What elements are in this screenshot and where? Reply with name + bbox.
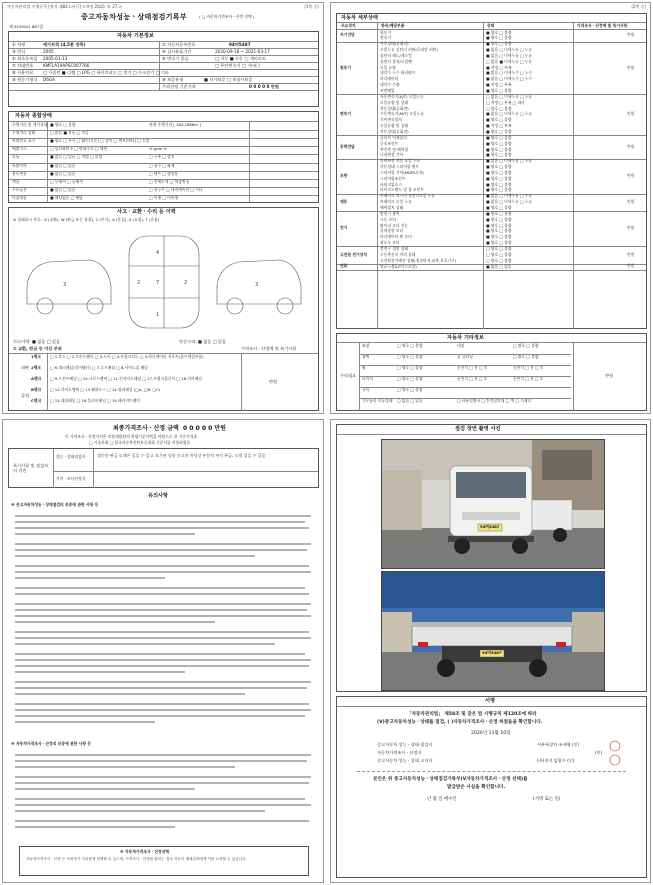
detail-state[interactable]: ■ 양호 □ 불량 xyxy=(486,140,512,146)
etc-state[interactable]: □ 양호 □ 불량 xyxy=(397,387,423,392)
detail-item: 커먼레일 xyxy=(380,88,395,93)
detail-item: 라디에이터 xyxy=(380,76,399,82)
vin-number: KMFLA19APSC007766 xyxy=(43,62,90,68)
price-selection-text: 자동차가격조사ㆍ산정 은 소비자가 자유롭게 선택할 수 있으며, 가격조사ㆍ산정을 원하는 경우 자동차 매매업자에게 이를 요청할 수 있습니다. xyxy=(26,857,247,861)
notice-2-title: ※ 자동차가격조사ㆍ산정의 보증에 관한 사항 등 xyxy=(11,741,91,746)
detail-group-label: 변속기 xyxy=(340,111,352,117)
etc-item: 광택 xyxy=(362,354,370,359)
detail-item: 와이퍼 모터 기능 xyxy=(380,222,409,228)
abnormal-parts-title: ② 교환, 판금 등 이상 부위 xyxy=(13,346,62,351)
receipt-signature[interactable]: (서명 또는 인) xyxy=(533,797,561,802)
row-divider xyxy=(9,187,318,188)
detail-item: 동력조향 작동 오일 누유 xyxy=(380,158,421,164)
svg-text:4: 4 xyxy=(156,250,160,256)
etc-item-2[interactable]: 운전석 □ 전 □ 후 xyxy=(457,365,488,370)
wheel-icon xyxy=(277,298,293,314)
receipt-date: 년 월 일 매수인 xyxy=(427,797,457,802)
svg-text:7: 7 xyxy=(156,280,160,286)
overall-item-detail: □ 렌트 □ 영업용 xyxy=(149,170,179,176)
receipt-line-1: 본인은 위 중고자동차성능ㆍ상태점검기록부(Ⅴ자동차가격조사ㆍ산정 선택)를 xyxy=(373,777,528,782)
detail-group-label: 고전원 전기장치 xyxy=(340,251,367,257)
row-divider xyxy=(9,171,318,172)
rank-items[interactable]: □ 6.쿼터패널(리어휀더) □ 7.루프패널 □ 8.사이드실 패널 xyxy=(50,365,148,370)
detail-state[interactable]: ■ 적정 □ 부족 xyxy=(486,64,512,70)
detail-state[interactable]: ■ 양호 □ 불량 xyxy=(486,181,512,187)
detail-title: 자동차 세부상태 xyxy=(341,14,378,21)
overall-item-detail: 현재 주행거리 [ 184,268Km ] xyxy=(149,122,201,127)
detail-state[interactable]: ■ 양호 □ 불량 xyxy=(486,35,512,41)
overall-item-label: 주요옵션 xyxy=(12,186,27,192)
overall-item-label: 차대번호 표기 xyxy=(12,138,36,144)
detail-group-label: 조향 xyxy=(340,172,348,178)
detail-state[interactable]: ■ 없음 □ 있음 xyxy=(486,263,512,269)
stamp-icon xyxy=(605,739,625,767)
detail-state[interactable]: ■ 양호 □ 불량 xyxy=(486,175,512,181)
detail-state[interactable]: ■ 양호 □ 불량 xyxy=(486,134,512,140)
wheel-icon xyxy=(227,298,243,314)
overall-item-label: 리콜대상 xyxy=(12,194,27,200)
etc-title: 자동차 기타정보 xyxy=(447,334,484,341)
detail-item: 고전원전기배선 상태(접속단자,피복,보호기구) xyxy=(380,257,457,263)
overall-item-label: 용도변경 xyxy=(12,170,27,176)
detail-item: 오일유량 및 상태 xyxy=(380,99,409,105)
page-indicator: (1쪽 중) xyxy=(304,4,319,9)
rank-label: A랭크 xyxy=(31,376,42,381)
overall-item-label: 색상 xyxy=(12,178,20,184)
price-option-checkbox[interactable]: ( □ 자동차가격조사ㆍ산정 선택 ) xyxy=(199,14,255,19)
price-column-header: 가격조사ㆍ산정액 및 특기사항 xyxy=(241,346,297,351)
etc-item: 타이어 xyxy=(362,376,374,381)
rear-photo xyxy=(381,571,605,691)
detail-item: 오일유량 및 상태 xyxy=(380,123,409,129)
accident-label: 사고이력: ■ 없음 □ 있음 xyxy=(13,339,61,344)
etc-state-2[interactable]: 동반석 □ 전 □ 후 xyxy=(513,365,544,370)
detail-item: 실내송풍 모터 xyxy=(380,228,404,234)
detail-item: 클러치 어셈블리 xyxy=(380,134,407,140)
rank-label: B랭크 xyxy=(31,387,42,392)
rank-items[interactable]: □ 9.프론트패널 □ 10.크로스멤버 □ 11.인사이드패널 □ 17.트렁크플로어 □ 18.리어패널 xyxy=(50,376,202,381)
detail-item: 브레이크 오일 누유 xyxy=(380,199,412,205)
etc-item-2[interactable]: □ 사용설명서 □ 안전삼각대 □ 잭 □ 스패너 xyxy=(457,398,532,403)
row-divider xyxy=(9,195,318,196)
detail-price-unit: 만원 xyxy=(627,143,635,149)
rear-plate: 94버5487 xyxy=(482,650,502,655)
detail-state[interactable]: ■ 양호 □ 불량 xyxy=(486,88,512,93)
detail-item: 실린더 헤드/개스킷 xyxy=(380,52,412,58)
detail-state[interactable]: ■ 양호 □ 불량 xyxy=(486,187,512,193)
form-reference: 자동차관리법 시행규칙 [별지 제82호서식] <개정 2020. 9. 27.> xyxy=(7,4,122,9)
detail-item: 구동축전지 격리 상태 xyxy=(380,251,416,257)
simple-repair-label: 단순수리: ■ 없음 □ 있음 xyxy=(179,339,227,344)
receipt-line-2: 발급받은 사실을 확인합니다. xyxy=(447,785,506,790)
price-note-1: 이 가격조사ㆍ산정가격은 보험개발원의 차량기준가액을 바탕으로 한 기준가격과 xyxy=(65,434,197,439)
overall-item-label: 주행거리 및 계기상태 xyxy=(12,122,48,127)
detail-item: 연료누출(LP가스포함) xyxy=(380,263,417,269)
model-year: 2005 xyxy=(43,48,54,54)
etc-item: 휠 xyxy=(362,365,366,370)
etc-state[interactable]: □ 없음 □ 있음 xyxy=(397,398,423,403)
detail-state[interactable]: ■ 없음 □ 미세누유 □ 누유 xyxy=(486,199,533,205)
overall-item-state[interactable]: ■ 없음 □ 있음 xyxy=(50,162,76,168)
rank-label: 1랭크 xyxy=(31,354,41,359)
detail-state[interactable]: ■ 없음 □ 미세누수 □ 누수 xyxy=(486,76,533,82)
price-selection-title: ※ 자동차가격조사ㆍ산정선택 xyxy=(120,849,170,854)
page-3-price-notice xyxy=(2,419,324,883)
overall-item-state[interactable]: ■ 양호 □ 부식 □ 훼손(오손) □ 상이 □ 변조(변타) □ 도말 xyxy=(50,138,150,144)
detail-item: 파워고압호스 xyxy=(380,181,403,187)
detail-item: 작동상태 스티어링 펌프 xyxy=(380,164,420,170)
etc-item: 기본품목 보유상태 xyxy=(362,398,393,403)
car-side-right xyxy=(217,260,301,304)
row-divider xyxy=(9,163,318,164)
detail-state[interactable]: ■ 양호 □ 불량 xyxy=(486,164,512,170)
svg-text:2: 2 xyxy=(184,280,188,286)
detail-state[interactable]: ■ 없음 □ 미세누수 □ 누수 xyxy=(486,70,533,76)
front-plate: 94버5487 xyxy=(480,524,500,529)
group-divider xyxy=(337,270,646,271)
detail-group-label: 동력전달 xyxy=(340,143,355,149)
detail-item: 타이로드엔드 및 볼 조인트 xyxy=(380,187,424,193)
rank-items[interactable]: □ 12.사이드멤버 □ 13.휠하우스 □ 14.필러패널 (□A, □B, □C) xyxy=(50,387,161,392)
inspection-period: 2020-09-18 ~ 2021-03-17 xyxy=(215,48,270,54)
price-selection-box xyxy=(19,846,309,876)
pricer-name: (인) xyxy=(595,750,603,755)
page-indicator: (2쪽 중) xyxy=(631,4,646,9)
notifier-name: (주)천지 임광수 (인) xyxy=(537,758,575,763)
detail-state[interactable]: □ 없음 □ 미세누유 □ 누유 xyxy=(486,93,533,99)
detail-item: 작동상태(공회전) xyxy=(380,105,409,111)
detail-price-unit: 만원 xyxy=(627,111,635,117)
detail-state[interactable]: ■ 양호 □ 불량 xyxy=(486,228,512,234)
accident-history-title: 사고ㆍ교환ㆍ수리 등 이력 xyxy=(117,209,176,215)
vehicle-diagram xyxy=(19,226,309,336)
row-divider xyxy=(359,365,571,366)
photo-title: 점검 장면 촬영 사진 xyxy=(455,426,501,432)
basic-info-title: 자동차 기본정보 xyxy=(117,33,154,39)
detail-state[interactable]: ■ 양호 □ 불량 xyxy=(486,205,512,210)
detail-state[interactable]: ■ 양호 □ 불량 xyxy=(486,41,512,47)
row-divider xyxy=(359,398,571,399)
detail-group-label: 전기 xyxy=(340,225,348,231)
page-1-performance-record xyxy=(2,2,324,414)
inspector-name: 서부특장차 조세형 (인) xyxy=(537,742,580,747)
remarks-label: 특기사항 및 점검자의 의견 xyxy=(13,463,49,473)
overall-item-state[interactable]: □ 무채색 □ 유채색 xyxy=(50,178,83,184)
base-price: 0 0 0 0 0 만원 xyxy=(249,83,279,89)
detail-item: 추진축 및 베어링 xyxy=(380,146,409,152)
detail-group-label: 연료 xyxy=(340,263,348,269)
detail-item: 배력장치 상태 xyxy=(380,205,404,210)
etc-item-2[interactable]: 룸 클리닝 xyxy=(457,354,473,359)
overall-item-label: 튜닝 xyxy=(12,154,20,160)
detail-state[interactable]: □ 양호 □ 불량 xyxy=(486,245,512,251)
inspector-remarks: 경미한 판금 도색은 있을 수 있고 표기된 상품 중고차 특성상 부분적 부식 판금, 도색 있을 수 있음 xyxy=(97,453,266,458)
etc-state-2[interactable]: 동반석 □ 전 □ 후 xyxy=(513,376,544,381)
accident-history-section: 사고ㆍ교환ㆍ수리 등 이력 ※ 상태표시 부호 : X (교환), W (판금 또는 용접), C (부식), A (흠집), U (요철), T (손상) 4 7 1 2 2 3 3 사고이력: ■ 없음 □ 있음 단순수리: ■ 없음 □ 있음 ② 교환, 판금 등 이상 부위 가격조사ㆍ산정액 및 특기사항 외판 골격 만원 1랭크 □ 1.후드 □ 2.프론트휀더 □ 3.도어 □ 4.트렁크리드 □ 5.라디에이터 서포트(볼트체결부품) 2랭크 □ 6.쿼터패널(리어휀더) □ 7.루프패널 □ 8.사이드실 패널 A랭크 □ 9.프론트패널 □ 10.크로스멤버 □ 11.인사이드패널 □ 17.트렁크플로어 □ 18.리어패널 B랭크 □ 12.사이드멤버 □ 13.휠하우스 □ 14.필러패널 (□A, □B, □C) C랭크 □ 15.대쉬패널 □ 16.플로어패널 □ 19.패키지트레이 xyxy=(8,207,319,411)
svg-text:3: 3 xyxy=(63,282,67,288)
etc-state[interactable]: □ 양호 □ 불량 xyxy=(397,354,423,359)
detail-item: 발전기 출력 xyxy=(380,210,400,216)
row-divider xyxy=(9,179,318,180)
row-divider xyxy=(9,146,318,147)
detail-state[interactable]: ■ 없음 □ 미세누유 □ 누유 xyxy=(486,158,533,164)
etc-info-table: 자동차 기타정보 수리필요 만원 외장 □ 양호 □ 불량 내장 □ 양호 □ 불량 광택 □ 양호 □ 불량 룸 클리닝 □ 양호 □ 불량 휠 □ 양호 □ 불량 운전석 □ 전 □ 후 동반석 □ 전 □ 후 타이어 □ 양호 □ 불량 운전석 □ 전 □ 후 동반석 □ 전 □ 후 유리 □ 양호 □ 불량 기본품목 보유상태 □ 없음 □ 있음 □ 사용설명서 □ 안전삼각대 □ 잭 □ 스패너 xyxy=(336,333,647,411)
etc-state[interactable]: □ 양호 □ 불량 xyxy=(397,343,423,348)
detail-item: 디퍼렌셜 기어 xyxy=(380,152,404,158)
car-side-left xyxy=(27,260,111,304)
detail-state[interactable]: ■ 양호 □ 불량 xyxy=(486,169,512,175)
overall-condition-table xyxy=(8,111,319,203)
detail-state[interactable]: ■ 없음 □ 미세누유 □ 누유 xyxy=(486,193,533,199)
svg-text:1: 1 xyxy=(156,312,160,318)
detail-state[interactable]: ■ 양호 □ 불량 xyxy=(486,29,512,35)
detail-state[interactable]: □ 양호 □ 불량 xyxy=(486,251,512,257)
detail-state[interactable]: □ 양호 □ 불량 xyxy=(486,105,512,111)
page-4-photos-signature xyxy=(330,419,651,883)
notice-2-body xyxy=(15,751,313,839)
etc-state-2[interactable]: □ 양호 □ 불량 xyxy=(513,354,539,359)
overall-item-state[interactable]: □ 많음 ■ 보통 □ 적음 xyxy=(50,130,89,136)
overall-item-label: 주행거리 상태 xyxy=(12,130,36,136)
detail-state[interactable]: ■ 적정 □ 부족 xyxy=(486,123,512,129)
doc-number: 제 0420001 887절 xyxy=(9,24,43,29)
detail-item: 작동상태(공회전) xyxy=(380,128,409,134)
detail-state[interactable]: ■ 양호 □ 불량 xyxy=(486,146,512,152)
detail-item: 브레이크 마스터 실린더오일 누유 xyxy=(380,193,435,199)
engine-type: D6GA xyxy=(43,76,55,82)
detail-state[interactable]: ■ 양호 □ 불량 xyxy=(486,234,512,240)
detail-state[interactable]: ■ 없음 □ 미세누유 □ 누유 xyxy=(486,47,533,53)
etc-state[interactable]: □ 양호 □ 불량 xyxy=(397,376,423,381)
final-price-title: 최종가격조사ㆍ산정 금액 0 0 0 0 0 만원 xyxy=(113,425,226,432)
accident-symbol-legend: ※ 상태표시 부호 : X (교환), W (판금 또는 용접), C (부식), A (흠집), U (요철), T (손상) xyxy=(13,217,160,222)
detail-item: 오일누유 실린더 커버(로커암 커버) xyxy=(380,47,438,53)
detail-state[interactable]: ■ 양호 □ 불량 xyxy=(486,117,512,123)
cvt-options[interactable]: □ 무단변속기 □ 기타( ) xyxy=(215,62,260,68)
photo-section xyxy=(336,424,647,692)
etc-state[interactable]: □ 양호 □ 불량 xyxy=(397,365,423,370)
wheel-icon xyxy=(37,298,53,314)
detail-group-label: 자기진단 xyxy=(340,32,355,38)
detail-price-unit: 만원 xyxy=(627,225,635,231)
rank-label: C랭크 xyxy=(31,398,42,403)
overall-item-detail: □ 전체도색 □ 색상변경 xyxy=(149,178,190,184)
registration-number: 94버5487 xyxy=(229,41,251,47)
notice-title: 유의사항 xyxy=(148,493,169,499)
detail-item: 원동기 xyxy=(380,29,392,35)
detail-item: 수동변속기(M/T) 오일누유 xyxy=(380,111,425,117)
etc-item-2[interactable]: 내장 xyxy=(457,343,465,348)
etc-state-2[interactable]: □ 양호 □ 불량 xyxy=(513,343,539,348)
first-registration: 2005-01-13 xyxy=(43,55,68,61)
detail-state[interactable]: ■ 양호 □ 불량 xyxy=(486,152,512,158)
detail-item: 라디에이터 팬 모터 xyxy=(380,234,412,240)
car-name: 메가트럭 (4.5톤 장축) xyxy=(43,41,86,47)
rank-items[interactable]: □ 1.후드 □ 2.프론트휀더 □ 3.도어 □ 4.트렁크리드 □ 5.라디에이터 서포트(볼트체결부품) xyxy=(50,354,204,359)
overall-condition-title: 자동차 종합상태 xyxy=(15,113,52,119)
overall-item-detail: □ 침수 □ 화재 xyxy=(149,162,175,168)
overall-item-state[interactable]: ■ 양호 □ 불량 xyxy=(50,122,76,127)
overall-item-label: 배출가스 xyxy=(12,146,27,152)
etc-item-2[interactable]: 운전석 □ 전 □ 후 xyxy=(457,376,488,381)
detail-state[interactable]: □ 양호 □ 불량 xyxy=(486,257,512,263)
detail-price-unit: 만원 xyxy=(627,64,635,70)
detail-state[interactable]: ■ 양호 □ 불량 xyxy=(486,216,512,222)
signature-section: 서명 「자동차관리법」 제58조 및 같은 법 시행규칙 제120조에 따라 (Ⅴ)중고자동차성능ㆍ상태를 점검, ( )자동차가격조사ㆍ산정 하였음을 확인합니다. 2020년 11월 10일 중고자동차 성능ㆍ상태 점검자 서부특장차 조세형 (인) 자동차가격조사ㆍ산정자 (인) 중고자동차 성능ㆍ상태 고지자 (주)천지 임광수 (인) 본인은 위 중고자동차성능ㆍ상태점검기록부(Ⅴ자동차가격조사ㆍ산정 선택)를 발급받은 사실을 확인합니다. 년 월 일 매수인 (서명 또는 인) xyxy=(336,696,647,878)
etc-item: 유리 xyxy=(362,387,370,392)
detail-item: 충전구 절연 상태 xyxy=(380,245,409,251)
overall-item-detail: □ 이행 □ 미이행 xyxy=(149,194,179,200)
detail-price-unit: 만원 xyxy=(627,172,635,178)
detail-item: 스티어링 기어(MDPS포함) xyxy=(380,169,425,175)
overall-item-state[interactable]: ■ 없음 □ 있음 xyxy=(50,170,76,176)
detail-item: 자동변속기(A/T) 오일누유 xyxy=(380,93,424,99)
price-note-2[interactable]: □ 기술사회 □ 한국자동차진단보증협회 기준서를 적용하였음 xyxy=(89,440,191,445)
detail-price-unit: 만원 xyxy=(627,199,635,205)
detail-item: 냉각수 누수 워터펌프 xyxy=(380,70,416,76)
detail-item: 오일 유량 xyxy=(380,64,396,70)
overall-item-detail: □ 구조 □ 장치 xyxy=(149,154,175,160)
fuel-options[interactable]: □ 가솔린 ■ 디젤 □ LPG □ 하이브리드 □ 전기 □ 수소전기 □ 기타 xyxy=(43,69,169,75)
detail-state[interactable]: □ 없음 ■ 미세누유 □ 누유 xyxy=(486,58,533,64)
row-divider xyxy=(359,376,571,377)
detail-state[interactable]: ■ 양호 □ 불량 xyxy=(486,210,512,216)
svg-text:3: 3 xyxy=(255,282,259,288)
detail-item: 시동 모터 xyxy=(380,216,396,222)
detail-state[interactable]: ■ 없음 □ 미세누유 □ 누유 xyxy=(486,52,533,58)
transmission-options[interactable]: □ 자동 ■ 수동 □ 세미오토 xyxy=(215,55,266,61)
remarks-table: 특기사항 및 점검자의 의견 성능ㆍ상태점검자 경미한 판금 도색은 있을 수 있고 표기된 상품 중고차 특성상 부분적 부식 판금, 도색 있을 수 있음 가격ㆍ조사산정자 xyxy=(8,448,319,488)
overall-item-label: 특별이력 xyxy=(12,162,27,168)
front-photo xyxy=(381,439,605,569)
detail-item: 스티어링조인트 xyxy=(380,175,406,181)
detail-item: 실린더 블록/오일팬 xyxy=(380,58,412,64)
notice-1-title: ※ 중고자동차성능ㆍ상태점검의 보증에 관한 사항 등 xyxy=(11,502,99,507)
detail-item: 윈도우 모터 xyxy=(380,240,400,246)
row-divider xyxy=(9,130,318,131)
overall-item-detail: % ppm % xyxy=(149,146,168,152)
detail-price-unit: 만원 xyxy=(627,251,635,257)
row-divider xyxy=(9,138,318,139)
overall-item-state[interactable]: ■ 없음 □ 있음 □ 적법 □ 불법 xyxy=(50,154,103,160)
rank-items[interactable]: □ 15.대쉬패널 □ 16.플로어패널 □ 19.패키지트레이 xyxy=(50,398,140,403)
svg-text:2: 2 xyxy=(137,280,141,286)
declaration-line-2: (Ⅴ)중고자동차성능ㆍ상태를 점검, ( )자동차가격조사ㆍ산정 하였음을 확인합니다. xyxy=(377,720,543,725)
detail-condition-table: 자동차 세부상태 주요장치 항목/해당부품 상태 가격조사ㆍ산정액 및 특기사항 원동기 ■ 양호 □ 불량 변속기 ■ 양호 □ 불량 자기진단 만원 작동상태(공회전) ■ 양호 □ 불량 오일누유 실린더 커버(로커암 커버) ■ 없음 □ 미세누유 □ 누유 실린더 헤드/개스킷 ■ 없음 □ 미세누유 □ 누유 실린더 블록/오일팬 □ 없음 ■ 미세누유 □ 누유 오일 유량 ■ 적정 □ 부족 냉각수 누수 워터펌프 ■ 없음 □ 미세누수 □ 누수 라디에이터 ■ 없음 □ 미세누수 □ 누수 냉각수 수량 ■ 적정 □ 부족 커먼레일 ■ 양호 □ 불량 원동기 만원 자동변속기(A/T) 오일누유 □ 없음 □ 미세누유 □ 누유 오일유량 및 상태 □ 적정 □ 부족 □ 과다 작동상태(공회전) □ 양호 □ 불량 수동변속기(M/T) 오일누유 ■ 없음 □ 미세누유 □ 누유 기어변속장치 ■ 양호 □ 불량 오일유량 및 상태 ■ 적정 □ 부족 작동상태(공회전) ■ 양호 □ 불량 변속기 만원 클러치 어셈블리 ■ 양호 □ 불량 등속조인트 ■ 양호 □ 불량 추진축 및 베어링 ■ 양호 □ 불량 디퍼렌셜 기어 ■ 양호 □ 불량 동력전달 만원 동력조향 작동 오일 누유 ■ 없음 □ 미세누유 □ 누유 작동상태 스티어링 펌프 ■ 양호 □ 불량 스티어링 기어(MDPS포함) ■ 양호 □ 불량 스티어링조인트 ■ 양호 □ 불량 파워고압호스 ■ 양호 □ 불량 타이로드엔드 및 볼 조인트 ■ 양호 □ 불량 조향 만원 브레이크 마스터 실린더오일 누유 ■ 없음 □ 미세누유 □ 누유 브레이크 오일 누유 ■ 없음 □ 미세누유 □ 누유 배력장치 상태 ■ 양호 □ 불량 제동 만원 발전기 출력 ■ 양호 □ 불량 시동 모터 ■ 양호 □ 불량 와이퍼 모터 기능 ■ 양호 □ 불량 실내송풍 모터 ■ 양호 □ 불량 라디에이터 팬 모터 ■ 양호 □ 불량 윈도우 모터 ■ 양호 □ 불량 전기 만원 충전구 절연 상태 □ 양호 □ 불량 구동축전지 격리 상태 □ 양호 □ 불량 고전원전기배선 상태(접속단자,피복,보호기구) □ 양호 □ 불량 고전원 전기장치 만원 연료누출(LP가스포함) ■ 없음 □ 있음 연료 만원 xyxy=(336,13,647,329)
detail-item: 기어변속장치 xyxy=(380,117,403,123)
row-divider xyxy=(359,387,571,388)
signature-date: 2020년 11월 10일 xyxy=(471,731,511,736)
detail-price-unit: 만원 xyxy=(627,263,635,269)
detail-state[interactable]: ■ 양호 □ 불량 xyxy=(486,128,512,134)
detail-item: 작동상태(공회전) xyxy=(380,41,409,47)
detail-item: 등속조인트 xyxy=(380,140,399,146)
basic-info-table: 자동차 기본정보 ① 차명 메가트럭 (4.5톤 장축) ② 자동차등록번호 94버5487 ③ 연식 2005 ④ 검사유효기간 2020-09-18 ~ 2021-03-17 ⑤ 최초등록일 2005-01-13 ⑥ 변속기 종류 □ 자동 ■ 수동 □ 세미오토 □ 무단변속기 □ 기타( ) ⑦ 차대번호 KMFLA19APSC007766 ⑧ 사용연료 □ 가솔린 ■ 디젤 □ LPG □ 하이브리드 □ 전기 □ 수소전기 □ 기타 ⑨ 원동기형식 D6GA ⑩ 보증유형 ■ 자가보증 □ 보험사보증 가격산정 기준가격 0 0 0 0 0 만원 xyxy=(8,31,319,107)
detail-state[interactable]: ■ 없음 □ 미세누유 □ 누유 xyxy=(486,111,533,117)
overall-item-state[interactable]: □ 일산화탄소 □ 탄화수소 □ 매연 xyxy=(50,146,108,152)
row-divider xyxy=(9,154,318,155)
rank-label: 2랭크 xyxy=(31,365,41,370)
page-2-detail-condition xyxy=(330,2,651,414)
detail-group-label: 원동기 xyxy=(340,64,352,70)
signature-title: 서명 xyxy=(485,698,496,704)
detail-state[interactable]: ■ 양호 □ 불량 xyxy=(486,222,512,228)
overall-item-state[interactable]: ■ 없음 □ 있음 xyxy=(50,186,76,192)
detail-state[interactable]: □ 적정 □ 부족 □ 과다 xyxy=(486,99,525,105)
overall-item-state[interactable]: ■ 해당없음 □ 해당 xyxy=(50,194,83,200)
detail-state[interactable]: ■ 적정 □ 부족 xyxy=(486,82,512,88)
warranty-options[interactable]: ■ 자가보증 □ 보험사보증 xyxy=(204,76,253,82)
etc-item: 외장 xyxy=(362,343,370,348)
notice-1-body xyxy=(15,512,313,734)
detail-item: 냉각수 수량 xyxy=(380,82,400,88)
detail-price-unit: 만원 xyxy=(627,32,635,38)
detail-group-label: 제동 xyxy=(340,199,348,205)
declaration-line-1: 「자동차관리법」 제58조 및 같은 법 시행규칙 제120조에 따라 xyxy=(407,712,537,717)
page-title: 중고자동차성능ㆍ상태점검기록부 xyxy=(81,13,187,21)
detail-state[interactable]: ■ 양호 □ 불량 xyxy=(486,240,512,246)
wheel-icon xyxy=(87,298,103,314)
row-divider xyxy=(359,354,571,355)
detail-item: 변속기 xyxy=(380,35,392,41)
overall-item-detail: □ 선루프 □ 네비게이션 □ 기타 xyxy=(149,186,203,192)
